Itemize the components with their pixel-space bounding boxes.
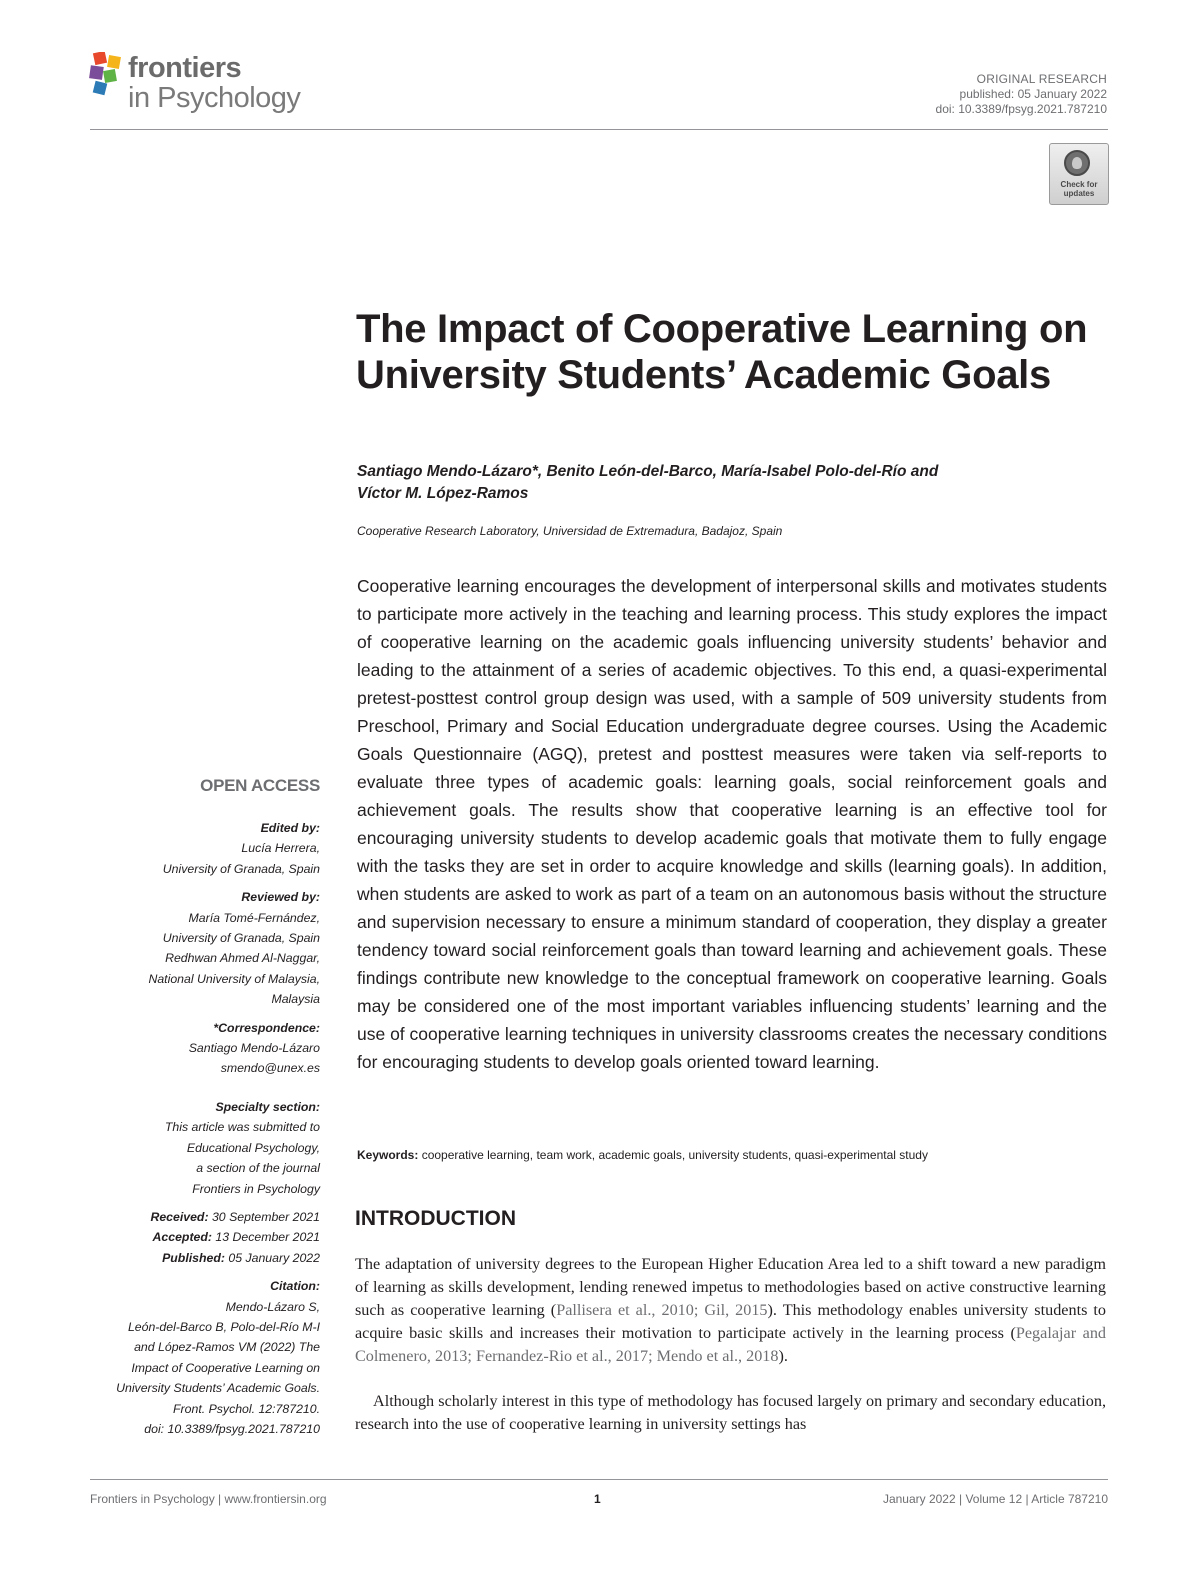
reviewed-by-label: Reviewed by: <box>241 890 320 905</box>
edited-by-label: Edited by: <box>260 821 320 835</box>
sidebar-line: Malaysia <box>271 992 320 1007</box>
abstract: Cooperative learning encourages the development of interpersonal skills and motivates students to participate more actively in the teaching and learning process. This study explores the impact of cooperative learning on the academic goals influencing university students’ behavior and leading to the attainment of a series of academic objectives. To this end, a quasi-experimental pretest-posttest control group design was used, with a sample of 509 university students from Preschool, Primary and Social Education undergraduate degree courses. Using the Academic Goals Questionnaire (AGQ), pretest and posttest measures were taken via self-reports to evaluate three types of academic goals: learning goals, social reinforcement goals and achievement goals. The results show that cooperative learning is an effective tool for encouraging university students to develop academic goals that motivate them to fully engage with the tasks they are set in order to acquire knowledge and skills (learning goals). In addition, when students are asked to work as part of a team on an autonomous basis without the structure and supervision necessary to ensure a minimum standard of cooperation, they display a greater tendency toward social reinforcement goals than toward learning and achievement goals. These findings contribute new knowledge to the conceptual framework on cooperative learning. Goals may be considered one of the most important variables influencing students’ learning and the use of cooperative learning techniques in university classrooms creates the necessary conditions for encouraging students to develop goals oriented toward learning. <box>357 576 1108 1072</box>
citation-label: Citation: <box>270 1279 320 1294</box>
edited-by-block <box>80 818 320 879</box>
logo-tile <box>93 52 107 65</box>
sidebar-line: This article was submitted to <box>164 1120 320 1135</box>
editor-list[interactable] <box>80 838 320 879</box>
correspondence-block <box>80 1018 320 1079</box>
accepted-date: Accepted: 13 December 2021 <box>152 1230 320 1245</box>
sidebar-line: Impact of Cooperative Learning on <box>131 1360 320 1375</box>
correspondence-list[interactable] <box>80 1038 320 1079</box>
page-number: 1 <box>594 1492 601 1506</box>
intro-paragraph-2: Although scholarly interest in this type of methodology has focused largely on primary and secondary education, research into the use of cooperative learning in university settings has <box>355 1392 1106 1433</box>
keywords <box>357 1148 1117 1162</box>
authors-line[interactable]: Santiago Mendo-Lázaro*, Benito León-del-Barco, María-Isabel Polo-del-Río and <box>357 463 939 480</box>
published-date: published: 05 January 2022 <box>959 87 1107 101</box>
header-divider <box>90 129 1108 130</box>
article-info-sidebar <box>80 776 320 1447</box>
sidebar-line: smendo@unex.es <box>220 1061 320 1076</box>
keywords-list: cooperative learning, team work, academic goals, university students, quasi-experimental study <box>421 1148 928 1162</box>
sidebar-line: doi: 10.3389/fpsyg.2021.787210 <box>144 1421 320 1436</box>
logo-tile <box>89 65 104 80</box>
sidebar-line: Educational Psychology, <box>186 1140 320 1155</box>
sidebar-line: University of Granada, Spain <box>162 931 320 946</box>
specialty-section-block <box>80 1097 320 1199</box>
footer-journal-link[interactable]: Frontiers in Psychology | www.frontiersin.org <box>90 1492 327 1506</box>
sidebar-line: and López-Ramos VM (2022) The <box>134 1340 320 1355</box>
footer-divider <box>90 1479 1108 1480</box>
reviewer-list[interactable] <box>80 908 320 1010</box>
citation-link[interactable]: Pallisera et al., 2010; Gil, 2015 <box>556 1301 768 1319</box>
sidebar-line: University Students’ Academic Goals. <box>116 1381 320 1396</box>
logo-word-frontiers: frontiers <box>128 52 242 84</box>
sidebar-line: Santiago Mendo-Lázaro <box>188 1041 320 1056</box>
specialty-section-text <box>80 1117 320 1199</box>
journal-logo <box>88 50 328 126</box>
authors-line[interactable]: Víctor M. López-Ramos <box>357 485 529 502</box>
citation-link[interactable]: Pegalajar and Colmenero, 2013; Fernandez-Rio et al., 2017; Mendo et al., 2018 <box>355 1324 1107 1365</box>
sidebar-line: Lucía Herrera, <box>241 841 320 856</box>
sidebar-line: University of Granada, Spain <box>162 861 320 876</box>
citation-text <box>80 1297 320 1440</box>
open-access-label: OPEN ACCESS <box>200 776 320 795</box>
citation-block <box>80 1276 320 1439</box>
affiliation: Cooperative Research Laboratory, Universidad de Extremadura, Badajoz, Spain <box>357 524 783 538</box>
check-for-updates-button[interactable] <box>1049 143 1109 205</box>
check-for-updates-label: Check for updates <box>1060 180 1098 198</box>
sidebar-line: María Tomé-Fernández, <box>188 910 320 925</box>
footer-issue-info: January 2022 | Volume 12 | Article 787210 <box>882 1492 1108 1506</box>
sidebar-line: Redhwan Ahmed Al-Naggar, <box>165 951 320 966</box>
reviewed-by-block <box>80 887 320 1009</box>
sidebar-line: a section of the journal <box>196 1161 320 1176</box>
frontiers-logo-icon <box>88 52 128 98</box>
sidebar-line: Mendo-Lázaro S, <box>225 1299 320 1314</box>
published-date-sidebar: Published: 05 January 2022 <box>162 1250 320 1265</box>
intro-paragraph-1: The adaptation of university degrees to the European Higher Education Area led to a shift toward a new paradigm of learning as skills development, lending renewed impetus to methodologies based on active constructive learning such as cooperative learning (Pallisera et al., 2010; Gil, 2015). This methodology enables university students to acquire basic skills and increases their motivation to participate actively in the learning process (Pegalajar and Colmenero, 2013; Fernandez-Rio et al., 2017; Mendo et al., 2018). <box>355 1255 1107 1365</box>
article-meta <box>936 72 1107 117</box>
logo-tile <box>93 81 108 96</box>
article-title: The Impact of Cooperative Learning on University Students’ Academic Goals <box>356 307 1088 397</box>
sidebar-line: National University of Malaysia, <box>148 971 320 986</box>
author-list <box>357 461 1117 505</box>
article-type: ORIGINAL RESEARCH <box>976 72 1107 86</box>
logo-tile <box>103 69 117 83</box>
logo-word-journal: in Psychology <box>128 82 301 114</box>
crossmark-icon <box>1064 150 1090 176</box>
sidebar-line: Frontiers in Psychology <box>192 1181 320 1196</box>
article-doi[interactable]: doi: 10.3389/fpsyg.2021.787210 <box>935 102 1107 116</box>
dates-block <box>80 1207 320 1268</box>
correspondence-label: *Correspondence: <box>213 1020 320 1035</box>
received-date: Received: 30 September 2021 <box>150 1209 320 1224</box>
sidebar-line: Front. Psychol. 12:787210. <box>173 1401 320 1416</box>
keywords-label: Keywords: <box>357 1148 419 1162</box>
section-heading-introduction: INTRODUCTION <box>355 1207 516 1230</box>
sidebar-line: León-del-Barco B, Polo-del-Río M-I <box>127 1319 320 1334</box>
logo-tile <box>107 55 121 69</box>
specialty-section-label: Specialty section: <box>215 1099 320 1114</box>
